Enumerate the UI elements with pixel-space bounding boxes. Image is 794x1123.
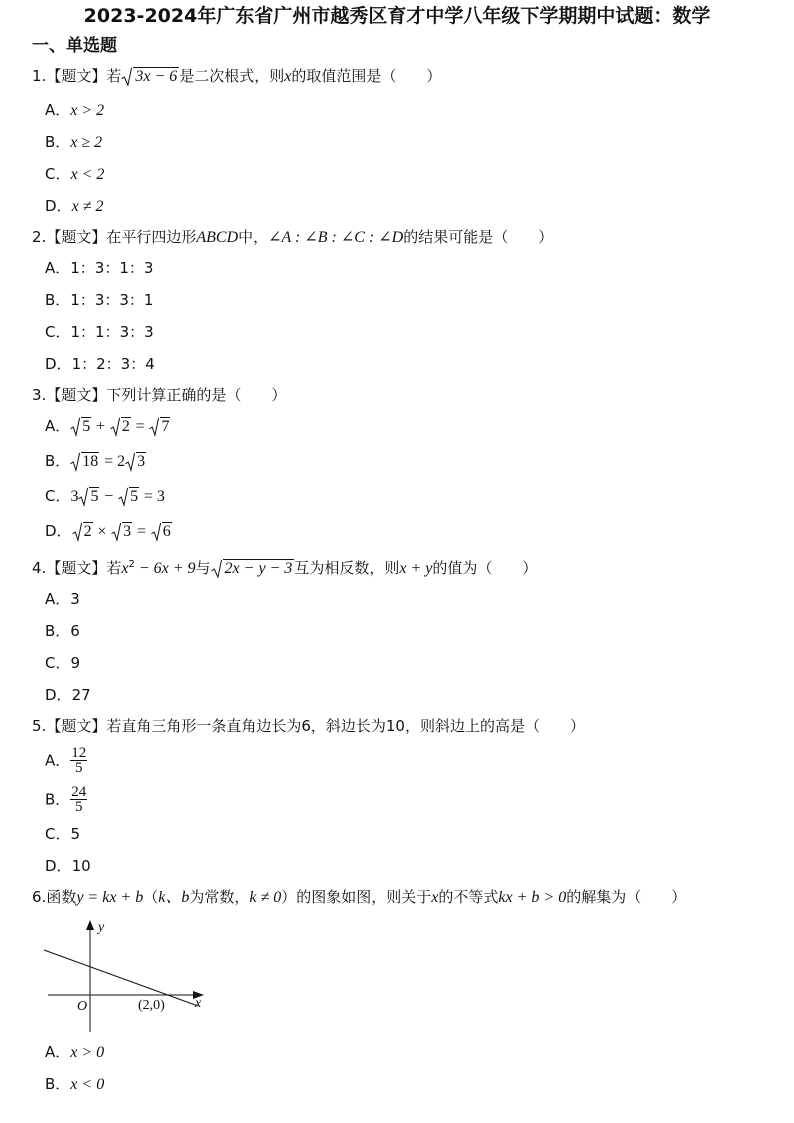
option-2c[interactable] bbox=[45, 322, 154, 342]
option-math: x < 2 bbox=[70, 166, 105, 183]
question-number: 6. bbox=[32, 888, 47, 906]
option-label: C． bbox=[45, 654, 71, 672]
radical-sign-icon bbox=[70, 452, 81, 472]
option-6a[interactable] bbox=[45, 1042, 104, 1063]
option-4d[interactable] bbox=[45, 685, 91, 705]
question-text: 的结果可能是（ ） bbox=[403, 228, 554, 246]
question-1 bbox=[32, 66, 441, 87]
angle-ratio: ∠A : ∠B : ∠C : ∠D bbox=[268, 229, 404, 246]
option-label: A． bbox=[45, 1043, 71, 1061]
question-text: 的值为（ ） bbox=[432, 559, 538, 577]
radicand: 5 bbox=[90, 488, 99, 505]
y-axis-label: y bbox=[98, 920, 105, 935]
option-label: A． bbox=[45, 590, 71, 608]
radical-sign-icon bbox=[211, 559, 223, 579]
option-text: 1：2：3：4 bbox=[71, 355, 155, 373]
equals: = 3 bbox=[143, 488, 165, 505]
question-number: 2. bbox=[32, 228, 47, 246]
option-math: x > 0 bbox=[70, 1044, 105, 1061]
option-label: C． bbox=[45, 487, 71, 505]
option-math: x ≠ 2 bbox=[71, 198, 104, 215]
option-text: 1：1：3：3 bbox=[70, 323, 154, 341]
option-text: 1：3：3：1 bbox=[70, 291, 154, 309]
question-number: 4. bbox=[32, 559, 47, 577]
sum-expression: x + y bbox=[399, 560, 433, 577]
option-label: D． bbox=[45, 197, 72, 215]
question-3 bbox=[32, 385, 286, 405]
radical-sign-icon bbox=[125, 452, 136, 472]
numerator: 12 bbox=[71, 745, 87, 761]
radical-sign-icon bbox=[72, 522, 83, 542]
question-2 bbox=[32, 227, 553, 248]
option-6b[interactable] bbox=[45, 1074, 104, 1095]
paren: （ bbox=[143, 888, 159, 906]
inequality: kx + b > 0 bbox=[498, 889, 567, 906]
option-5c[interactable] bbox=[45, 824, 80, 844]
radical-sign-icon bbox=[121, 67, 133, 87]
question-text: 函数 bbox=[46, 888, 77, 906]
radical-sign-icon bbox=[78, 487, 89, 507]
radical-sign-icon bbox=[70, 417, 81, 437]
question-text: 在平行四边形 bbox=[106, 228, 197, 246]
option-4c[interactable] bbox=[45, 653, 80, 673]
option-label: D． bbox=[45, 522, 72, 540]
radicand: 2 bbox=[83, 523, 92, 540]
question-text: 若直角三角形一条直角边长为6，斜边长为10，则斜边上的高是（ ） bbox=[106, 717, 585, 735]
radical-sign-icon bbox=[149, 417, 160, 437]
condition: k ≠ 0 bbox=[249, 889, 282, 906]
question-number: 1. bbox=[32, 67, 47, 85]
operator: − bbox=[104, 488, 114, 505]
option-1b[interactable] bbox=[45, 132, 102, 153]
equals: = bbox=[135, 418, 145, 435]
radicand: 3x − 6 bbox=[135, 68, 178, 85]
option-text: 10 bbox=[71, 857, 91, 875]
option-label: D． bbox=[45, 355, 72, 373]
polynomial-var: x bbox=[121, 560, 129, 577]
denominator: 5 bbox=[75, 799, 83, 815]
radical-sign-icon bbox=[110, 417, 121, 437]
option-label: A． bbox=[45, 259, 71, 277]
question-number: 5. bbox=[32, 717, 47, 735]
question-text: 互为相反数，则 bbox=[294, 559, 400, 577]
radicand: 2 bbox=[121, 418, 130, 435]
question-text: 下列计算正确的是（ ） bbox=[106, 386, 287, 404]
variable: x bbox=[284, 68, 292, 85]
radicand: 2x − y − 3 bbox=[224, 560, 293, 577]
option-label: B． bbox=[45, 291, 71, 309]
option-math: x < 0 bbox=[70, 1076, 105, 1093]
option-text: 5 bbox=[70, 825, 81, 843]
operator: × bbox=[97, 523, 107, 540]
y-axis-arrow-icon bbox=[86, 920, 94, 930]
radical-sign-icon bbox=[151, 522, 162, 542]
question-tag: 【题文】 bbox=[46, 228, 107, 246]
fraction bbox=[70, 785, 87, 814]
option-5a[interactable] bbox=[45, 745, 87, 776]
polynomial-rest: − 6x + 9 bbox=[134, 560, 196, 577]
question-tag: 【题文】 bbox=[46, 67, 107, 85]
function-expression: y = kx + b bbox=[76, 889, 144, 906]
numerator: 24 bbox=[71, 784, 87, 800]
constants: k、b bbox=[158, 889, 190, 906]
question-text: 与 bbox=[195, 559, 211, 577]
fraction bbox=[70, 746, 87, 775]
shape-name: ABCD bbox=[196, 229, 239, 246]
x-axis-label: x bbox=[195, 996, 202, 1011]
option-4a[interactable] bbox=[45, 589, 80, 609]
sqrt-expression bbox=[121, 67, 179, 85]
radical-sign-icon bbox=[111, 522, 122, 542]
option-3b[interactable] bbox=[45, 451, 146, 472]
option-1d[interactable] bbox=[45, 196, 103, 217]
option-2b[interactable] bbox=[45, 290, 153, 310]
option-label: D． bbox=[45, 857, 72, 875]
option-label: A． bbox=[45, 101, 71, 119]
question-tag: 【题文】 bbox=[46, 559, 107, 577]
radicand: 6 bbox=[162, 523, 171, 540]
intercept-label: (2,0) bbox=[138, 998, 165, 1013]
radicand: 5 bbox=[82, 418, 91, 435]
radical-sign-icon bbox=[118, 487, 129, 507]
linear-function-graph bbox=[40, 916, 210, 1034]
question-5 bbox=[32, 716, 585, 736]
option-label: A． bbox=[45, 751, 71, 770]
option-5d[interactable] bbox=[45, 856, 91, 876]
section-heading: 一、单选题 bbox=[32, 36, 117, 56]
option-label: B． bbox=[45, 133, 71, 151]
question-6 bbox=[32, 887, 686, 908]
option-label: C． bbox=[45, 825, 71, 843]
option-text: 27 bbox=[71, 686, 91, 704]
question-text: 的取值范围是（ ） bbox=[291, 67, 442, 85]
operator: + bbox=[96, 418, 106, 435]
option-label: D． bbox=[45, 686, 72, 704]
option-math: x > 2 bbox=[70, 102, 105, 119]
page-title: 2023-2024年广东省广州市越秀区育才中学八年级下学期期中试题：数学 bbox=[83, 5, 711, 27]
option-label: B． bbox=[45, 452, 71, 470]
option-3c[interactable] bbox=[45, 486, 165, 507]
question-tag: 【题文】 bbox=[46, 386, 107, 404]
option-label: B． bbox=[45, 622, 71, 640]
radicand: 5 bbox=[130, 488, 139, 505]
denominator: 5 bbox=[75, 760, 83, 776]
question-text: 若 bbox=[106, 67, 122, 85]
option-2a[interactable] bbox=[45, 258, 153, 278]
question-text: 是二次根式，则 bbox=[179, 67, 285, 85]
option-label: B． bbox=[45, 790, 71, 809]
sqrt-expression bbox=[211, 559, 295, 577]
option-1c[interactable] bbox=[45, 164, 104, 185]
option-5b[interactable] bbox=[45, 784, 87, 815]
option-3d[interactable] bbox=[45, 521, 172, 542]
question-text: 中， bbox=[238, 228, 269, 246]
option-4b[interactable] bbox=[45, 621, 80, 641]
question-tag: 【题文】 bbox=[46, 717, 107, 735]
coefficient: 3 bbox=[70, 488, 79, 505]
question-text: 的解集为（ ） bbox=[566, 888, 687, 906]
radicand: 3 bbox=[137, 453, 146, 470]
option-text: 3 bbox=[70, 590, 80, 608]
variable: x bbox=[431, 889, 439, 906]
option-2d[interactable] bbox=[45, 354, 155, 374]
origin-label: O bbox=[77, 999, 88, 1014]
option-label: B． bbox=[45, 1075, 71, 1093]
option-text: 9 bbox=[70, 654, 81, 672]
option-label: A． bbox=[45, 417, 71, 435]
radicand: 7 bbox=[161, 418, 170, 435]
option-math: x ≥ 2 bbox=[70, 134, 103, 151]
question-4 bbox=[32, 555, 537, 579]
exponent: 2 bbox=[128, 559, 135, 570]
option-label: C． bbox=[45, 323, 71, 341]
option-text: 6 bbox=[70, 622, 80, 640]
option-3a[interactable] bbox=[45, 416, 170, 437]
option-text: 1：3：1：3 bbox=[70, 259, 154, 277]
radicand: 18 bbox=[82, 453, 99, 470]
radicand: 3 bbox=[123, 523, 132, 540]
function-line bbox=[44, 950, 198, 1006]
equals: = bbox=[136, 523, 146, 540]
option-label: C． bbox=[45, 165, 71, 183]
question-number: 3. bbox=[32, 386, 47, 404]
question-text: 的不等式 bbox=[438, 888, 499, 906]
paren: ） bbox=[281, 888, 297, 906]
question-text: 若 bbox=[106, 559, 122, 577]
option-1a[interactable] bbox=[45, 100, 104, 121]
equals: = 2 bbox=[104, 453, 126, 470]
question-text: 为常数， bbox=[189, 888, 250, 906]
question-text: 的图象如图，则关于 bbox=[296, 888, 432, 906]
